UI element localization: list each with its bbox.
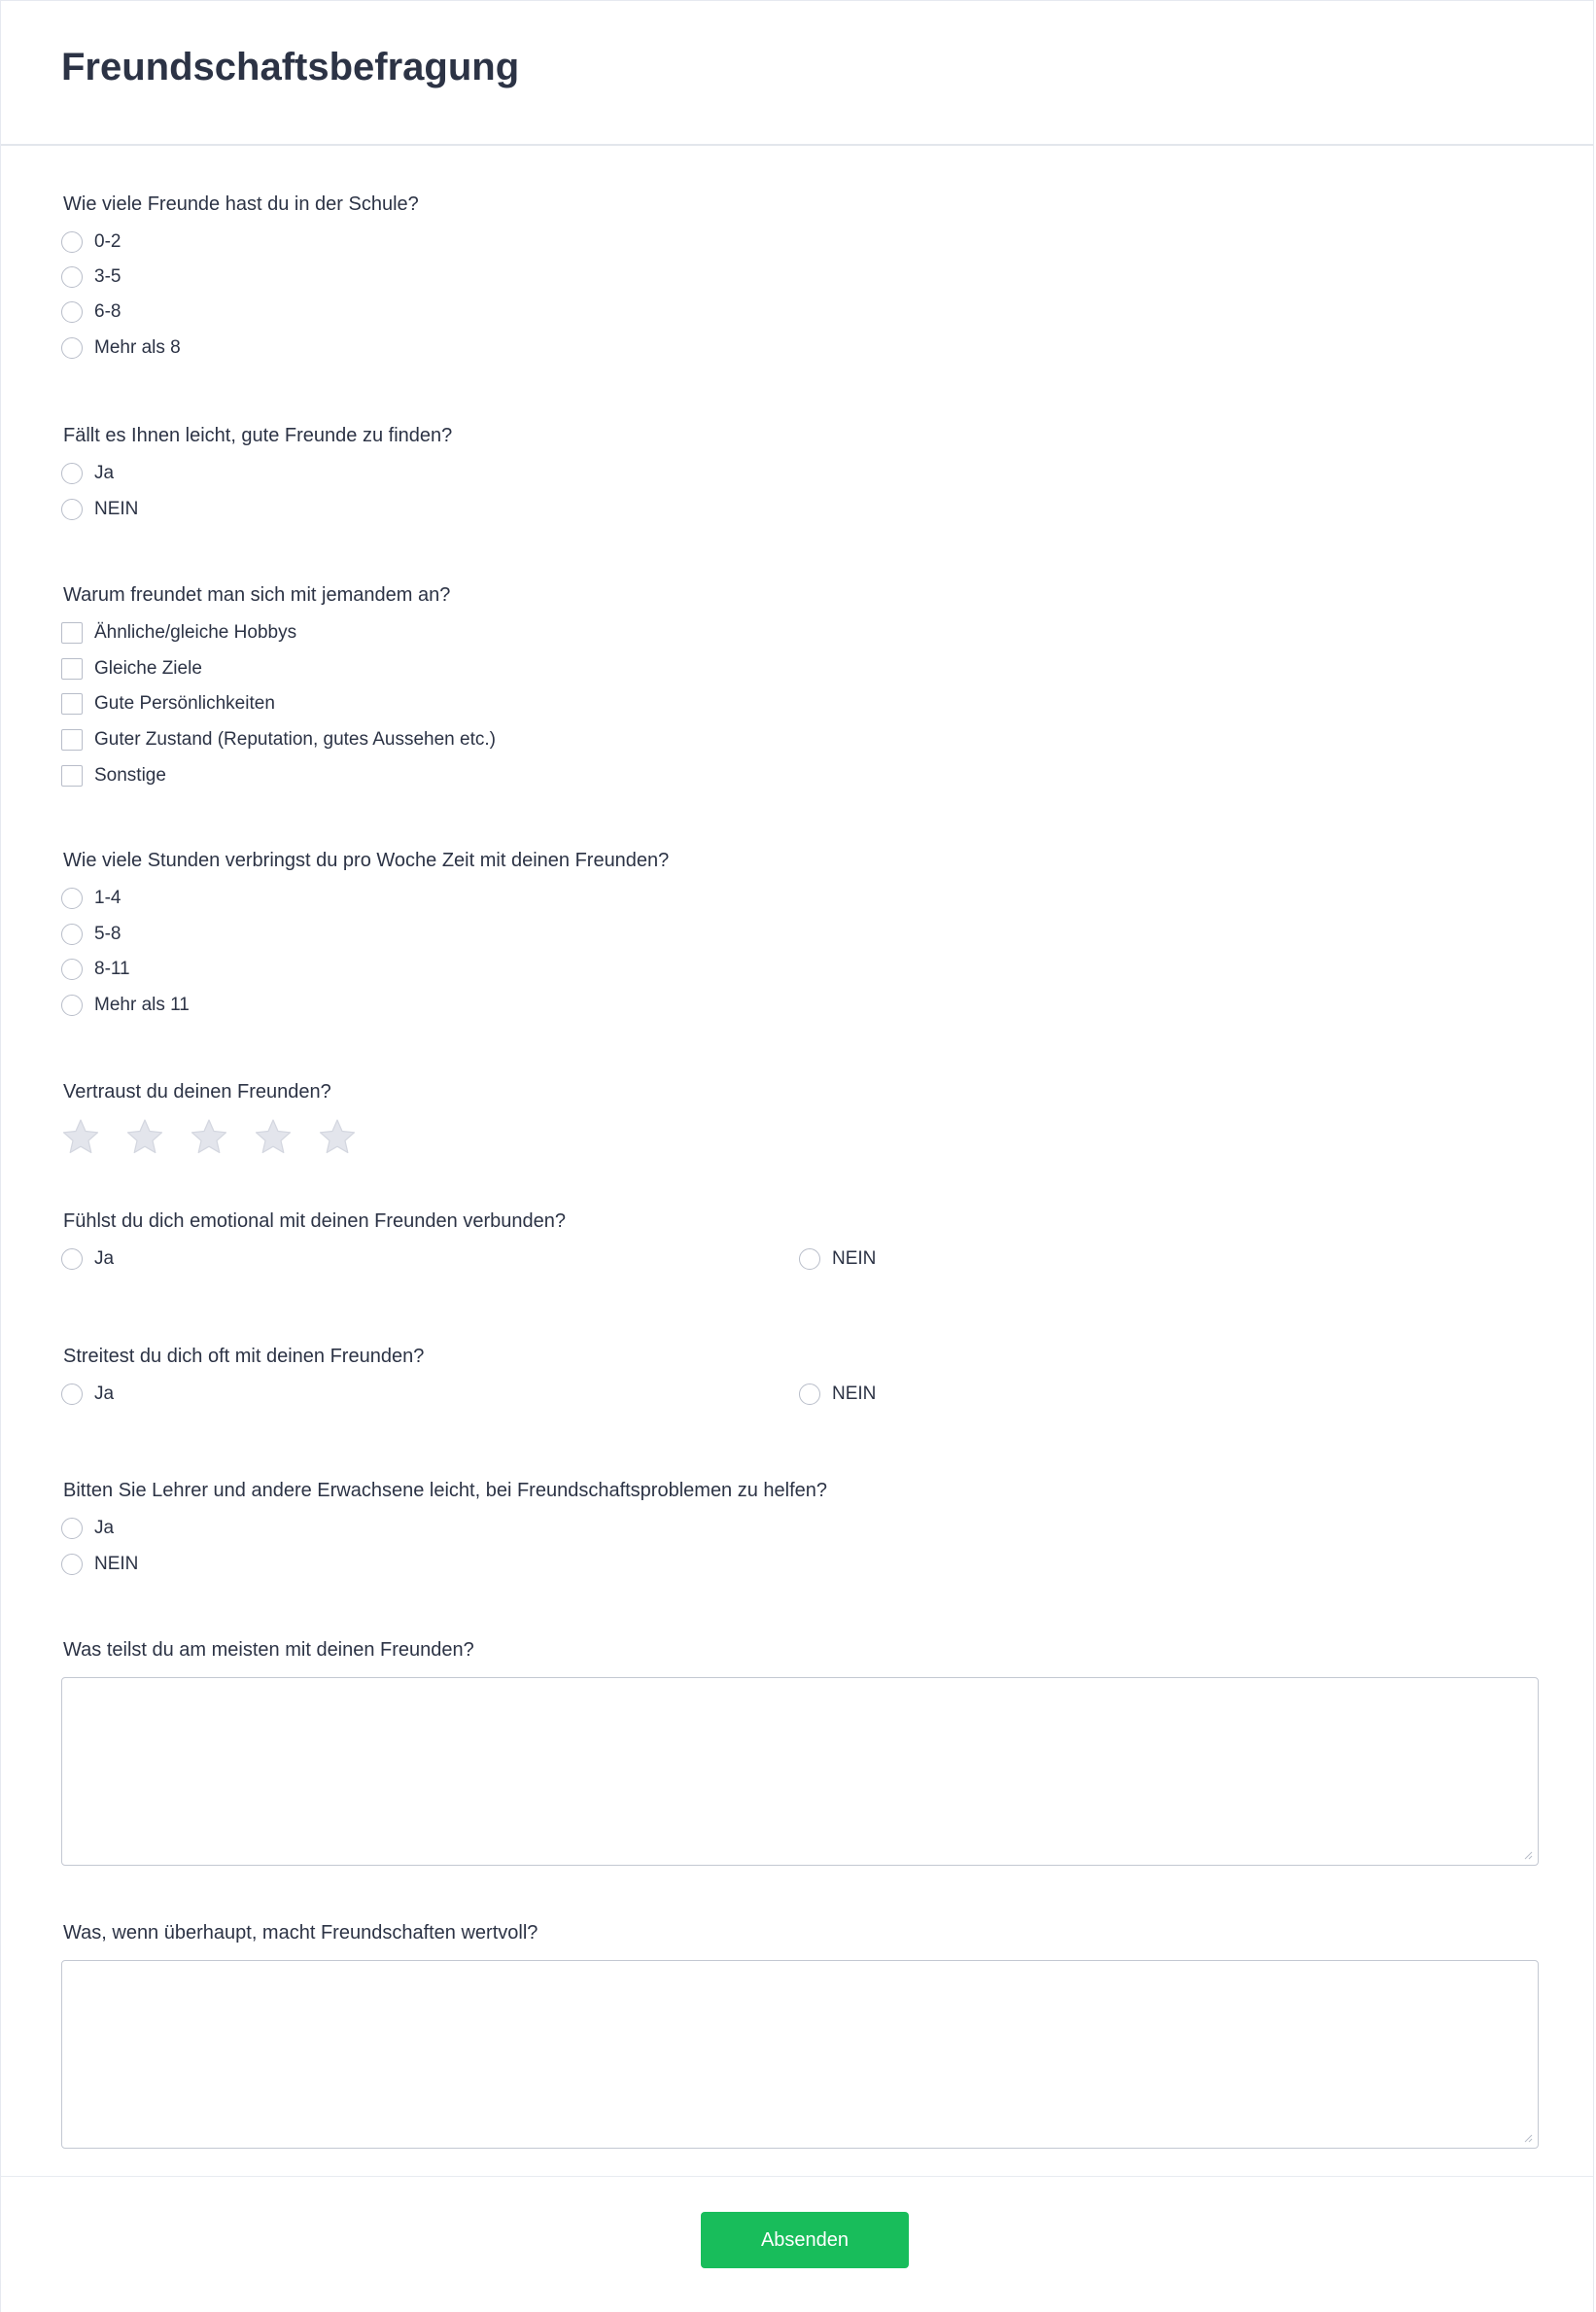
radio-option-ja[interactable] [61, 1516, 114, 1541]
checkbox-option-hobbies[interactable] [61, 620, 296, 646]
radio-button[interactable] [61, 463, 83, 484]
radio-button[interactable] [799, 1384, 820, 1405]
option-label: Ja [94, 1384, 115, 1404]
star-rating[interactable] [61, 1117, 382, 1156]
checkbox[interactable] [61, 658, 83, 680]
question-label: Was, wenn überhaupt, macht Freundschaften wertvoll? [63, 1922, 538, 1944]
resize-grip-icon[interactable] [1523, 1850, 1533, 1860]
checkbox[interactable] [61, 622, 83, 644]
question-label: Streitest du dich oft mit deinen Freunden? [63, 1346, 425, 1367]
option-label: NEIN [94, 499, 139, 519]
checkbox-option-goals[interactable] [61, 656, 202, 682]
radio-option-8-11[interactable] [61, 957, 130, 982]
option-label: Sonstige [94, 765, 166, 786]
long-answer-textarea[interactable] [61, 1960, 1539, 2149]
option-label: 1-4 [94, 888, 121, 908]
radio-option-6-8[interactable] [61, 299, 121, 325]
radio-option-ja[interactable] [61, 1382, 114, 1407]
resize-grip-icon[interactable] [1523, 2133, 1533, 2143]
radio-option-5-8[interactable] [61, 922, 121, 947]
form-header [1, 0, 1593, 146]
option-label: NEIN [94, 1554, 139, 1574]
question-label: Wie viele Stunden verbringst du pro Woche Zeit mit deinen Freunden? [63, 850, 670, 871]
option-label: Mehr als 8 [94, 337, 181, 358]
form-footer [1, 2176, 1593, 2312]
star-icon[interactable] [61, 1117, 100, 1156]
checkbox-option-personalities[interactable] [61, 691, 275, 717]
radio-button[interactable] [61, 231, 83, 253]
option-label: 0-2 [94, 231, 121, 252]
star-icon[interactable] [125, 1117, 164, 1156]
option-label: NEIN [832, 1384, 877, 1404]
radio-button[interactable] [61, 888, 83, 909]
radio-option-3-5[interactable] [61, 264, 121, 290]
option-label: NEIN [832, 1248, 877, 1269]
radio-button[interactable] [799, 1248, 820, 1270]
question-label: Wie viele Freunde hast du in der Schule? [63, 193, 419, 215]
radio-option-nein[interactable] [799, 1382, 876, 1407]
checkbox-option-status[interactable] [61, 727, 496, 753]
radio-button[interactable] [61, 301, 83, 323]
long-answer-textarea[interactable] [61, 1677, 1539, 1866]
question-label: Fühlst du dich emotional mit deinen Freunden verbunden? [63, 1210, 566, 1232]
option-label: Ja [94, 1518, 115, 1538]
radio-button[interactable] [61, 1248, 83, 1270]
question-label: Warum freundet man sich mit jemandem an? [63, 584, 451, 606]
question-label: Vertraust du deinen Freunden? [63, 1081, 331, 1103]
option-label: Guter Zustand (Reputation, gutes Aussehen etc.) [94, 729, 496, 750]
radio-option-1-4[interactable] [61, 886, 121, 911]
radio-option-nein[interactable] [61, 1552, 138, 1577]
option-label: 3-5 [94, 266, 121, 287]
radio-button[interactable] [61, 1384, 83, 1405]
radio-option-ja[interactable] [61, 461, 114, 486]
option-label: Mehr als 11 [94, 995, 190, 1015]
option-label: Ja [94, 463, 115, 483]
radio-option-more-than-8[interactable] [61, 335, 181, 361]
radio-button[interactable] [61, 995, 83, 1016]
option-label: Ähnliche/gleiche Hobbys [94, 622, 297, 643]
option-label: 6-8 [94, 301, 121, 322]
option-label: 8-11 [94, 959, 130, 979]
option-label: Gute Persönlichkeiten [94, 693, 275, 714]
star-icon[interactable] [318, 1117, 357, 1156]
radio-option-0-2[interactable] [61, 229, 121, 255]
radio-option-ja[interactable] [61, 1246, 114, 1272]
radio-button[interactable] [61, 266, 83, 288]
radio-button[interactable] [61, 1518, 83, 1539]
star-icon[interactable] [190, 1117, 228, 1156]
checkbox[interactable] [61, 693, 83, 715]
option-label: Gleiche Ziele [94, 658, 202, 679]
form-title: Freundschaftsbefragung [61, 46, 520, 88]
submit-button[interactable]: Absenden [701, 2212, 909, 2268]
question-label: Bitten Sie Lehrer und andere Erwachsene leicht, bei Freundschaftsproblemen zu helfen? [63, 1480, 828, 1501]
question-label: Was teilst du am meisten mit deinen Freunden? [63, 1639, 474, 1661]
star-icon[interactable] [254, 1117, 293, 1156]
radio-button[interactable] [61, 499, 83, 520]
option-label: Ja [94, 1248, 115, 1269]
checkbox[interactable] [61, 765, 83, 787]
question-label: Fällt es Ihnen leicht, gute Freunde zu finden? [63, 425, 453, 446]
radio-button[interactable] [61, 959, 83, 980]
checkbox[interactable] [61, 729, 83, 751]
radio-option-nein[interactable] [61, 497, 138, 522]
radio-button[interactable] [61, 337, 83, 359]
option-label: 5-8 [94, 924, 121, 944]
radio-option-more-than-11[interactable] [61, 993, 190, 1018]
radio-button[interactable] [61, 924, 83, 945]
checkbox-option-other[interactable] [61, 763, 166, 788]
radio-button[interactable] [61, 1554, 83, 1575]
radio-option-nein[interactable] [799, 1246, 876, 1272]
